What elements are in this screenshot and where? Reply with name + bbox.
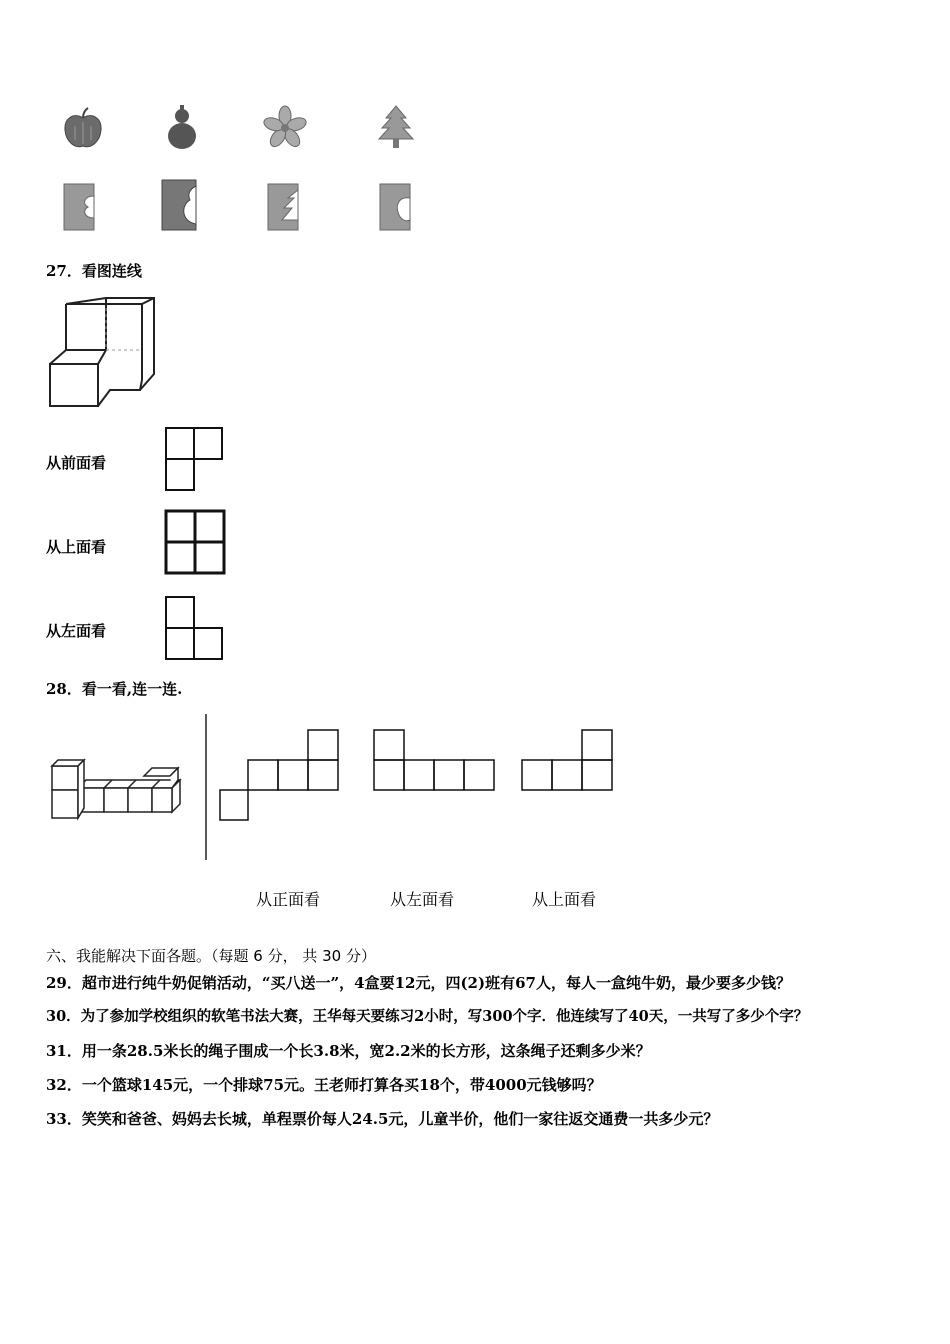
cutout-gourd-icon (160, 178, 200, 232)
q28-divider-line (204, 714, 208, 860)
gourd-shape-icon (164, 104, 200, 152)
q27-view-front-label: 从前面看 (46, 454, 107, 472)
q27-title: 27．看图连线 (46, 262, 142, 280)
cutout-flower-icon (62, 182, 96, 232)
q27-view-top-label: 从上面看 (46, 538, 107, 556)
q28-view-a-grid (218, 728, 342, 822)
section6-heading: 六、我能解决下面各题。（每题 6 分， 共 30 分） (46, 947, 376, 965)
q27-top-view-grid (164, 509, 226, 575)
q28-label-left: 从左面看 (390, 890, 455, 909)
q28-solid-figure (48, 756, 184, 822)
problem-33: 33．笑笑和爸爸、妈妈去长城，单程票价每人24.5元，儿童半价，他们一家往返交通费一共多少元？ (46, 1110, 719, 1128)
q28-title: 28．看一看,连一连. (46, 680, 183, 698)
problem-29: 29．超市进行纯牛奶促销活动，“买八送一”，4盒要12元，四(2)班有67人，每人一盒纯牛奶，最少要多少钱？ (46, 974, 791, 992)
cutout-apple-icon (378, 182, 412, 232)
tree-shape-icon (376, 104, 416, 150)
problem-31: 31．用一条28.5米长的绳子围成一个长3.8米，宽2.2米的长方形，这条绳子还剩多少米？ (46, 1042, 651, 1060)
problem-32: 32．一个篮球145元，一个排球75元。王老师打算各买18个，带4000元钱够吗？ (46, 1076, 602, 1094)
q27-solid-figure (46, 294, 158, 410)
problem-30: 30．为了参加学校组织的软笔书法大赛，王华每天要练习2小时，写300个字．他连续写了40天，一共写了多少个字？ (46, 1008, 809, 1025)
q27-view-left-label: 从左面看 (46, 622, 107, 640)
q27-front-view-grid (164, 426, 224, 492)
q28-view-c-grid (520, 728, 616, 792)
apple-shape-icon (60, 106, 106, 152)
cutout-tree-icon (266, 182, 300, 232)
q28-label-top: 从上面看 (532, 890, 597, 909)
q27-left-view-grid (164, 595, 224, 661)
flower-shape-icon (262, 106, 308, 150)
q28-label-front: 从正面看 (256, 890, 321, 909)
q28-view-b-grid (372, 728, 498, 792)
